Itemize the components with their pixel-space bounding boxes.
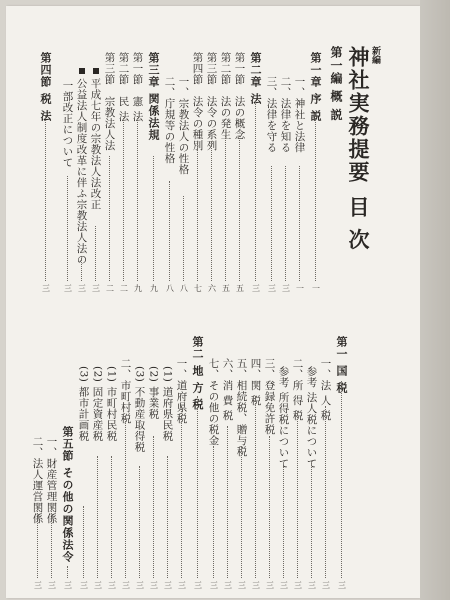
page-number: 三	[64, 581, 72, 590]
page-number: 三	[294, 581, 302, 590]
toc-entry: 六、消 費 税	[221, 358, 234, 421]
page-number: 三	[224, 581, 232, 590]
toc-entry: 二、市町村税	[119, 358, 132, 424]
page-number: 三	[238, 581, 246, 590]
dot-leader	[341, 381, 342, 578]
toc-entry: (3) 不動産取得税	[133, 366, 146, 453]
dot-leader	[239, 136, 240, 281]
section-heading: 第五節 その他の関係法令	[61, 426, 74, 563]
page-number: 三	[280, 581, 288, 590]
chapter-heading: 第四節 税 法	[39, 52, 52, 122]
dot-leader	[311, 461, 312, 578]
page-number: 三	[42, 284, 50, 293]
page-number: 二	[106, 284, 114, 293]
toc-entry: (3) 都市計画税	[77, 366, 90, 442]
dot-leader	[111, 456, 112, 578]
dot-leader	[255, 101, 256, 281]
dot-leader	[241, 446, 242, 578]
book-title: 神社実務提要	[346, 46, 371, 184]
toc-entry: 一部改正について	[61, 80, 74, 168]
dot-leader	[297, 411, 298, 578]
toc-entry: 第一節 憲 法	[131, 52, 144, 122]
page-number: 五	[236, 284, 244, 293]
dot-leader	[211, 141, 212, 281]
toc-entry: 三、法律を守る	[265, 76, 278, 153]
toc-entry: (1) 市町村民税	[105, 366, 118, 442]
page-number: 三	[92, 284, 100, 293]
page-number: 三	[108, 581, 116, 590]
page-number: 三	[322, 581, 330, 590]
page-number: 三	[80, 581, 88, 590]
toc-entry: 七、その他の税金	[207, 358, 220, 446]
dot-leader	[213, 446, 214, 578]
toc-entry: 第二節 民 法	[117, 52, 130, 122]
dot-leader	[225, 136, 226, 281]
dot-leader	[123, 116, 124, 281]
series-mark: 新編	[370, 46, 380, 64]
toc-entry: 第二節 法の発生	[219, 52, 232, 140]
dot-leader	[197, 396, 198, 578]
page-number: 三	[252, 581, 260, 590]
chapter-heading: 第二章 法	[249, 52, 262, 105]
page-number: 三	[64, 284, 72, 293]
page-number: 三	[252, 284, 260, 293]
dot-leader	[51, 506, 52, 578]
dot-leader	[139, 466, 140, 578]
page-number: 三	[48, 581, 56, 590]
page-number: 九	[134, 284, 142, 293]
page-number: 二	[120, 284, 128, 293]
dot-leader	[67, 176, 68, 281]
dot-leader	[325, 406, 326, 578]
dot-leader	[315, 116, 316, 281]
page-number: 三	[338, 581, 346, 590]
toc-entry: 参考 所得税について	[277, 366, 290, 469]
dot-leader	[153, 156, 154, 281]
toc-entry: 一、法 人 税	[319, 358, 332, 421]
toc-entry: 二、所 得 税	[291, 358, 304, 421]
chapter-heading: 第三章 関係法規	[147, 52, 160, 141]
page-number: 七	[194, 284, 202, 293]
dot-leader	[197, 141, 198, 281]
toc-entry: 公益法人制度改革に伴ふ宗教法人法の	[76, 68, 87, 265]
toc-entry: 二、法人運営関係	[31, 436, 44, 524]
toc-entry: 一、宗教法人の性格	[177, 76, 190, 175]
toc-entry: (1) 道府県民税	[161, 366, 174, 442]
page-number: 三	[34, 581, 42, 590]
page-number: 一	[312, 284, 320, 293]
page-number: 三	[94, 581, 102, 590]
page-number: 三	[266, 581, 274, 590]
toc-entry: 二、法律を知る	[279, 76, 292, 153]
dot-leader	[37, 506, 38, 578]
toc-entry: 第三節 法令の系列	[205, 52, 218, 151]
toc-entry: 一、神社と法律	[293, 76, 306, 153]
toc-entry: 一、道府県税	[175, 358, 188, 424]
dot-leader	[169, 181, 170, 281]
dot-leader	[95, 226, 96, 281]
chapter-heading: 第一章 序 説	[309, 52, 322, 122]
page-number: 三	[178, 581, 186, 590]
page-number: 三	[78, 284, 86, 293]
toc-entry: 第一節 法の概念	[233, 52, 246, 140]
toc-entry: (2) 事業税	[147, 366, 160, 420]
dot-leader	[109, 156, 110, 281]
dot-leader	[67, 566, 68, 578]
toc-entry: 一、財産管理関係	[45, 436, 58, 524]
dot-leader	[97, 456, 98, 578]
page-number: 三	[268, 284, 276, 293]
page-number: 八	[166, 284, 174, 293]
page-number: 八	[180, 284, 188, 293]
dot-leader	[137, 116, 138, 281]
page-number: 三	[136, 581, 144, 590]
page-number: 三	[194, 581, 202, 590]
toc-entry: 参考 法人税について	[305, 366, 318, 469]
dot-leader	[271, 166, 272, 281]
dot-leader	[299, 166, 300, 281]
page-number: 三	[210, 581, 218, 590]
dot-leader	[227, 426, 228, 578]
toc-entry: 平成七年の宗教法人法改正	[90, 68, 101, 210]
chapter-heading: 第一 国 税	[335, 336, 348, 394]
page-number: 三	[308, 581, 316, 590]
dot-leader	[153, 436, 154, 578]
dot-leader	[45, 116, 46, 281]
page-number: 五	[222, 284, 230, 293]
dot-leader	[285, 166, 286, 281]
dot-leader	[183, 196, 184, 281]
dot-leader	[81, 256, 82, 281]
square-bullet-icon	[79, 68, 85, 74]
book-page	[6, 6, 420, 598]
dot-leader	[167, 456, 168, 578]
page-number: 六	[208, 284, 216, 293]
page-number: 三	[150, 581, 158, 590]
page-gutter	[420, 0, 450, 600]
toc-entry: 第三節 宗教法人法	[103, 52, 116, 151]
chapter-heading: 第二 地 方 税	[191, 336, 204, 411]
toc-label: 目 次	[346, 196, 371, 252]
page-number: 三	[122, 581, 130, 590]
toc-entry: 二、庁規等の性格	[163, 76, 176, 164]
page-number: 一	[296, 284, 304, 293]
toc-entry: 四、関 税	[249, 358, 262, 406]
page-number: 三	[164, 581, 172, 590]
dot-leader	[283, 466, 284, 578]
toc-entry: 五、相続税、贈与税	[235, 358, 248, 457]
toc-entry: 三、登録免許税	[263, 358, 276, 435]
dot-leader	[269, 436, 270, 578]
dot-leader	[255, 396, 256, 578]
page-number: 三	[282, 284, 290, 293]
toc-entry: (2) 固定資産税	[91, 366, 104, 442]
dot-leader	[83, 506, 84, 578]
dot-leader	[125, 416, 126, 578]
part-heading: 第一編 概 説	[329, 46, 343, 122]
square-bullet-icon	[93, 68, 99, 74]
dot-leader	[181, 406, 182, 578]
toc-entry: 第四節 法令の種別	[191, 52, 204, 151]
bleed-through-text	[398, 386, 411, 446]
page-number: 九	[150, 284, 158, 293]
